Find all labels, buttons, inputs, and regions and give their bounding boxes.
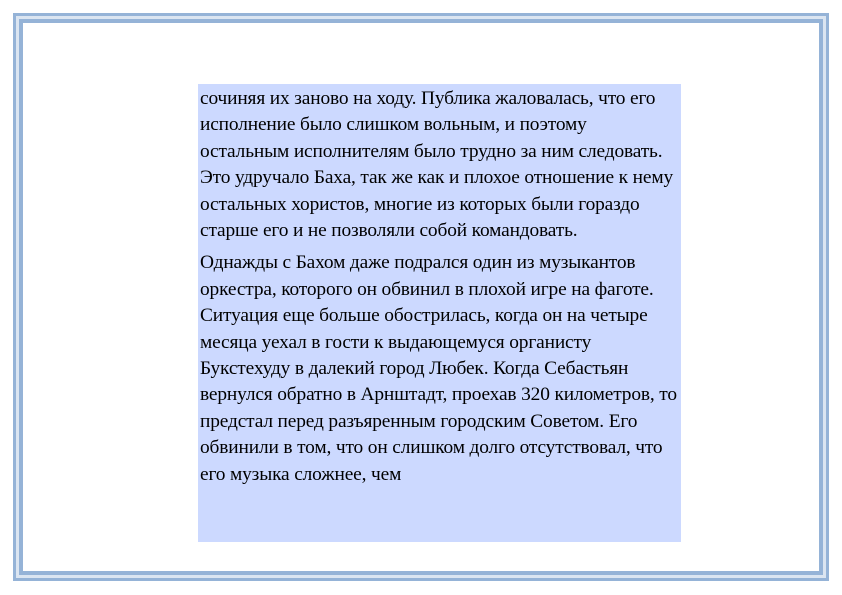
paragraph-1: сочиняя их заново на ходу. Публика жаловалась, что его исполнение было слишком вольным, и поэтому остальным исполнителям было трудно за ним следовать. Это удручало Баха, так же как и плохое отношение к нему остальных хористов, многие из которых были гораздо старше его и не позволяли собой командовать.	[200, 88, 673, 242]
paragraph-2: Однажды с Бахом даже подрался один из музыкантов оркестра, которого он обвинил в плохой игре на фаготе. Ситуация еще больше обострилась, когда он на четыре месяца уехал в гости к выдающемуся органисту Букстехуду в далекий город Любек. Когда Себастьян вернулся обратно в Арнштадт, проехав 320 километров, то предстал перед разъяренным городским Советом. Его обвинили в том, что он слишком долго отсутствовал, что его музыка сложнее, чем	[200, 252, 677, 485]
text-box	[198, 84, 681, 542]
